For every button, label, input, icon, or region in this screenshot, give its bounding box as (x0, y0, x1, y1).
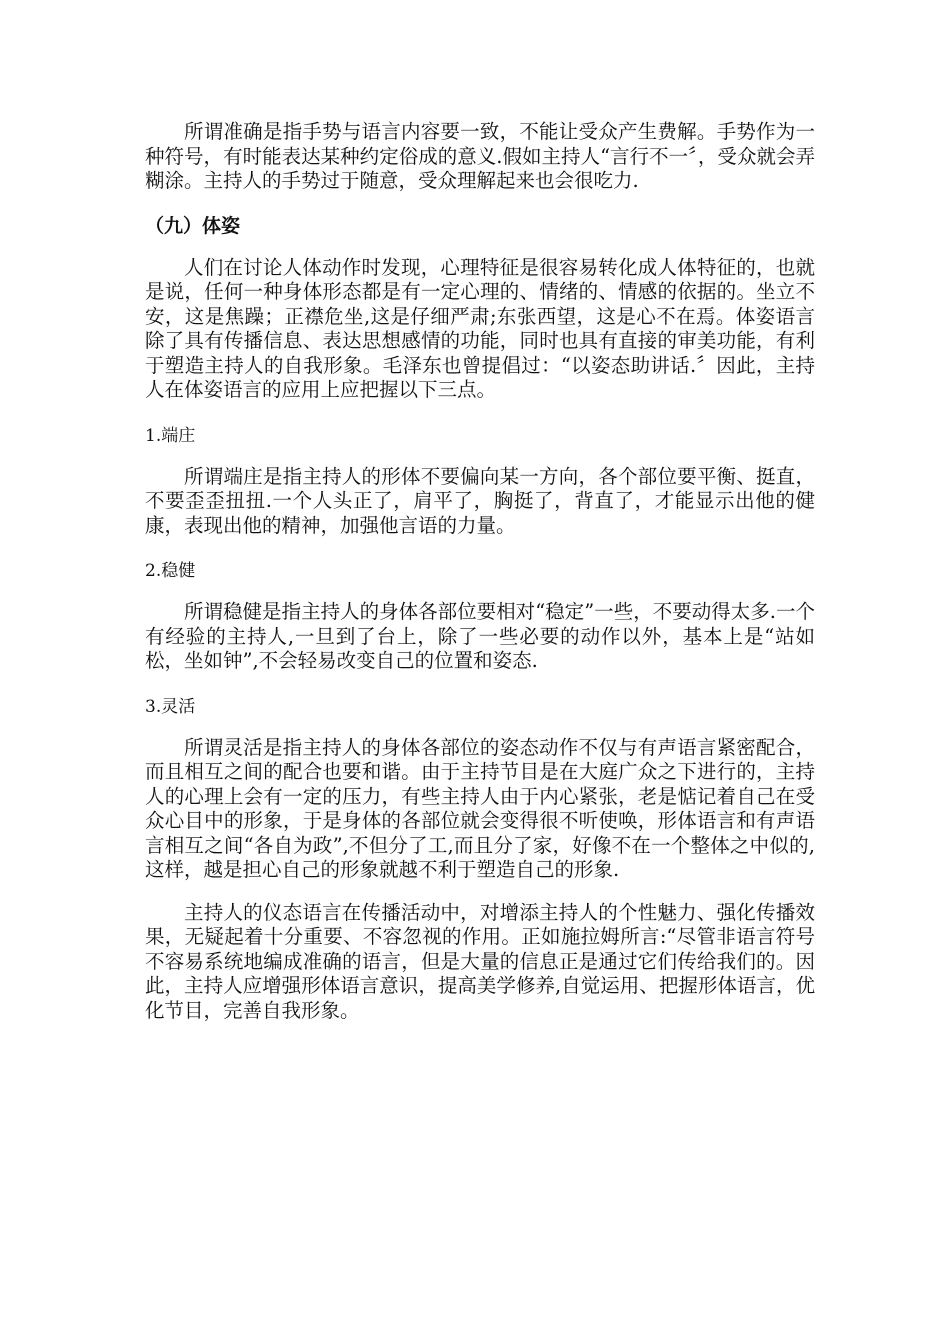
section-heading-posture: （九）体姿 (145, 214, 241, 237)
paragraph-conclusion: 主持人的仪态语言在传播活动中，对增添主持人的个性魅力、强化传播效果，无疑起着十分重要、不容忽视的作用。正如施拉姆所言:“尽管非语言符号不容易系统地编成准确的语言，但是大量的信息正是通过它们传给我们的。因此，主持人应增强形体语言意识，提高美学修养,自觉运用、把握形体语言，优化节目，完善自我形象。 (145, 900, 815, 1022)
subheading-dignified: 1.端庄 (145, 425, 196, 446)
paragraph-steady: 所谓稳健是指主持人的身体各部位要相对“稳定”一些，不要动得太多.一个有经验的主持人,一旦到了台上，除了一些必要的动作以外，基本上是“站如松，坐如钟”,不会轻易改变自己的位置和姿态. (145, 600, 815, 672)
paragraph-dignified: 所谓端庄是指主持人的形体不要偏向某一方向，各个部位要平衡、挺直，不要歪歪扭扭.一个人头正了，肩平了，胸挺了，背直了，才能显示出他的健康，表现出他的精神，加强他言语的力量。 (145, 464, 815, 537)
document-page (145, 120, 815, 1023)
paragraph-gap (145, 883, 815, 901)
paragraph-posture-intro: 人们在讨论人体动作时发现，心理特征是很容易转化成人体特征的，也就是说，任何一种身体形态都是有一定心理的、情绪的、情感的依据的。坐立不安，这是焦躁；正襟危坐,这是仔细严肃;东张西望，这是心不在焉。体姿语言除了具有传播信息、表达思想感情的功能，同时也具有直接的审美功能，有利于塑造主持人的自我形象。毛泽东也曾提倡过：“以姿态助讲话.〞因此，主持人在体姿语言的应用上应把握以下三点。 (145, 255, 815, 401)
subheading-flexible: 3.灵活 (145, 696, 196, 717)
paragraph-accuracy: 所谓准确是指手势与语言内容要一致，不能让受众产生费解。手势作为一种符号，有时能表达某种约定俗成的意义.假如主持人“言行不一〞，受众就会弄糊涂。主持人的手势过于随意，受众理解起来也会很吃力. (145, 120, 815, 192)
subheading-steady: 2.稳健 (145, 561, 196, 581)
paragraph-flexible: 所谓灵活是指主持人的身体各部位的姿态动作不仅与有声语言紧密配合，而且相互之间的配合也要和谐。由于主持节目是在大庭广众之下进行的，主持人的心理上会有一定的压力，有些主持人由于内心紧张，老是惦记着自己在受众心目中的形象，于是身体的各部位就会变得很不听使唤，形体语言和有声语言相互之间“各自为政”,不但分了工,而且分了家，好像不在一个整体之中似的,这样，越是担心自己的形象就越不利于塑造自己的形象. (145, 735, 815, 881)
